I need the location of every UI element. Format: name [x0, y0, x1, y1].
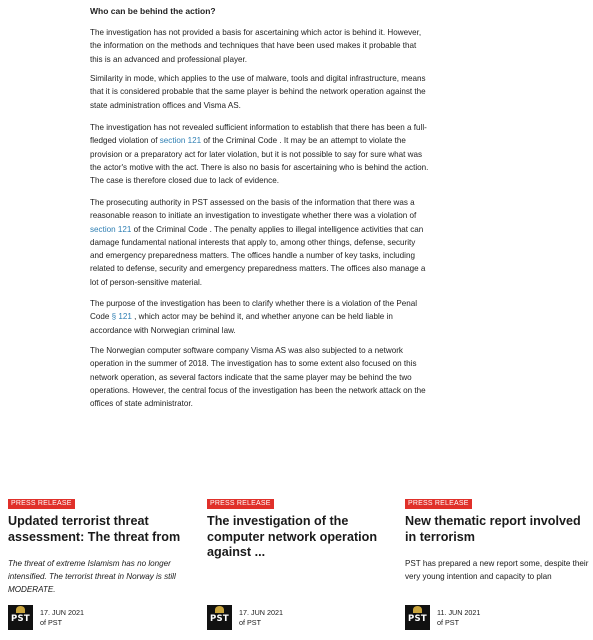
publish-date: 11. JUN 2021 [437, 608, 481, 617]
crest-icon [16, 606, 25, 613]
penal-code-121-link[interactable]: § 121 [111, 312, 132, 322]
logo-text: PST [10, 614, 31, 624]
paragraph-purpose [90, 297, 430, 337]
card-footer [8, 605, 196, 631]
pst-logo [405, 605, 430, 630]
pst-logo [207, 605, 232, 630]
section-121-link[interactable]: section 121 [90, 224, 132, 234]
pst-logo [8, 605, 33, 630]
section-heading: Who can be behind the action? [90, 6, 216, 16]
card-intro: PST has prepared a new report some, despite their very young intention and capacity to plan [405, 559, 589, 582]
logo-text: PST [407, 614, 428, 624]
section-121-link[interactable]: section 121 [159, 136, 202, 146]
text-segment: of the Criminal Code . It may be an attempt to violate the provision or a preparatory act for later violation, but it is not possible to say for sure what was the actor's motive with the act. There is also no basis for ascertaining who is behind the action. The case is therefore closed due to lack of evidence. [90, 136, 429, 186]
card-title-link[interactable]: New thematic report involved in terrorism [405, 514, 581, 544]
text-segment: , which actor may be behind it, and whether anyone can be held liable in accordance with Norwegian criminal law. [90, 312, 393, 335]
paragraph-visma: The Norwegian computer software company Visma AS was also subjected to a network operation in the summer of 2018. The investigation has to some extent also focused on this network operation, as several factors indicate that the same player may be behind the two operations. However, the central focus of the investigation has been the network attack on the offices of state administrator. [90, 346, 426, 409]
text-segment: The investigation has not revealed sufficient information to establish that there has been a full-fledged violation of [90, 123, 427, 146]
card-meta [40, 608, 84, 628]
card-title-link[interactable]: The investigation of the computer network operation against ... [207, 514, 378, 559]
card-title-link[interactable]: Updated terrorist threat assessment: The threat from [8, 514, 181, 544]
press-release-badge: PRESS RELEASE [8, 499, 75, 509]
news-card[interactable] [405, 496, 589, 640]
paragraph-basis: The investigation has not provided a basis for ascertaining which actor is behind it. However, the information on the methods and techniques that have been used makes it probable that this is an advanced and professional player. [90, 28, 422, 64]
card-footer [405, 605, 593, 631]
text-segment: The purpose of the investigation has been to clarify whether there is a violation of the Penal Code [90, 299, 418, 322]
press-release-badge: PRESS RELEASE [405, 499, 472, 509]
logo-text: PST [209, 614, 230, 624]
crest-icon [215, 606, 224, 613]
paragraph-violation [90, 121, 430, 187]
author: of PST [40, 618, 62, 627]
crest-icon [413, 606, 422, 613]
paragraph-similarity: Similarity in mode, which applies to the use of malware, tools and digital infrastructure, means that it is considered probable that the same player is behind the network operation against the state administration offices and Visma AS. [90, 74, 426, 110]
publish-date: 17. JUN 2021 [40, 608, 84, 617]
news-card[interactable] [8, 496, 196, 640]
card-meta [239, 608, 283, 628]
card-intro: The threat of extreme Islamism has no longer intensified. The terrorist threat in Norway is still MODERATE. [8, 559, 176, 595]
author: of PST [437, 618, 459, 627]
author: of PST [239, 618, 261, 627]
text-segment: The prosecuting authority in PST assessed on the basis of the information that there was a reasonable reason to initiate an investigation to investigate whether there was a violation of [90, 198, 417, 221]
press-release-badge: PRESS RELEASE [207, 499, 274, 509]
publish-date: 17. JUN 2021 [239, 608, 283, 617]
text-segment: of the Criminal Code . The penalty applies to illegal intelligence activities that can damage fundamental national interests that apply to, among other things, defense, security and emergency preparedness matters. The offices handle a number of key tasks, including related to defense, security and emergency preparedness matters. The offices also manage a lot of person-sensitive material. [90, 224, 426, 287]
card-meta [437, 608, 480, 628]
card-footer [207, 605, 395, 631]
related-news [0, 496, 589, 640]
paragraph-prosecuting [90, 196, 430, 289]
news-card[interactable] [207, 496, 395, 640]
